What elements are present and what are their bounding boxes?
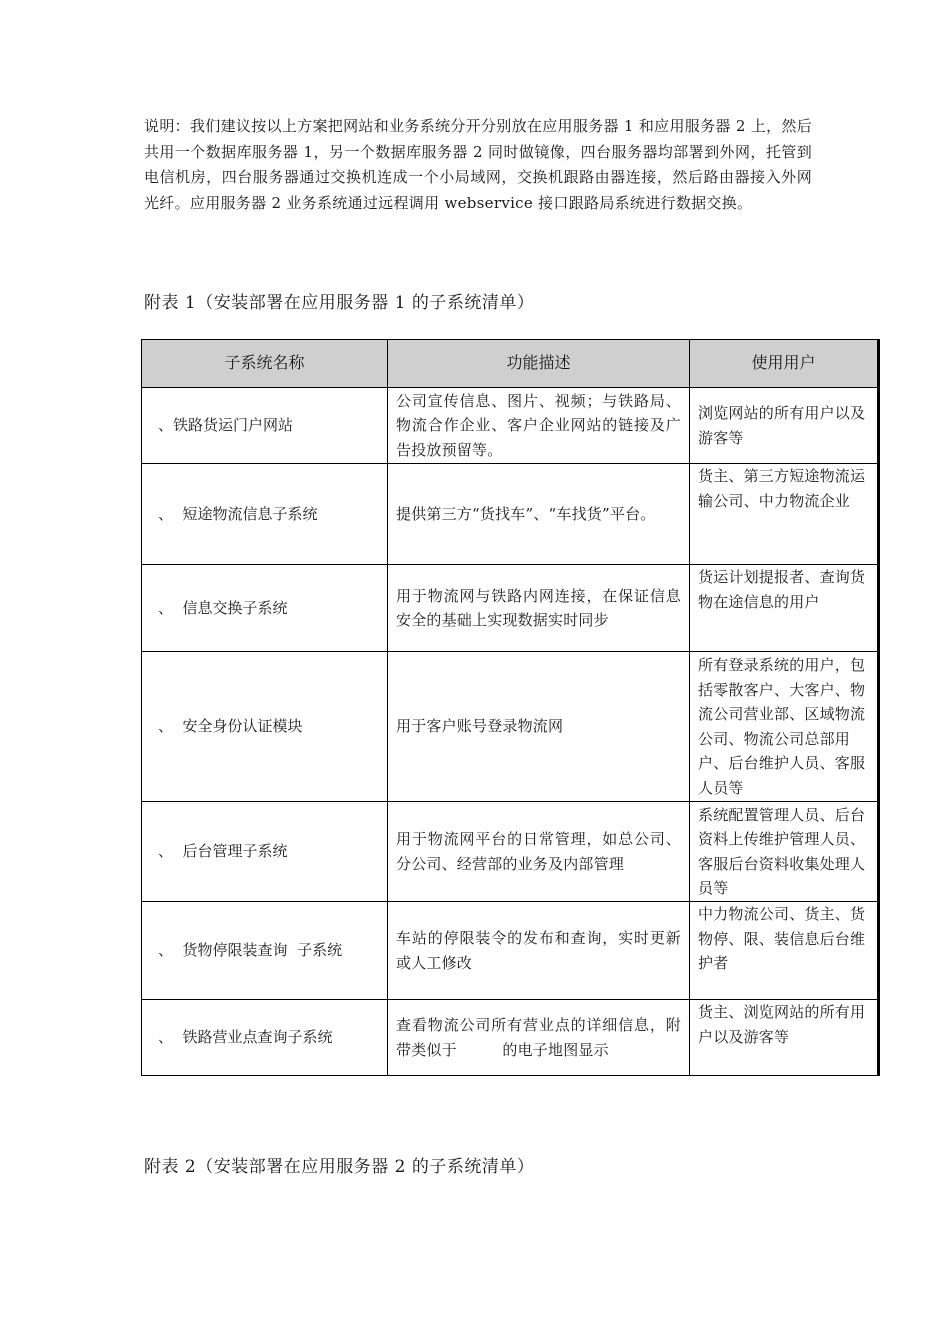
- table2-caption: 附表 2（安装部署在应用服务器 2 的子系统清单）: [144, 1157, 535, 1177]
- row-function-description: 查看物流公司所有营业点的详细信息，附带类似于 的电子地图显示: [388, 1000, 690, 1076]
- table-row: [142, 652, 879, 802]
- row-subsystem-name: 、 后台管理子系统: [142, 802, 388, 902]
- row-users: 系统配置管理人员、后台资料上传维护管理人员、客服后台资料收集处理人员等: [690, 802, 879, 902]
- row-subsystem-name: 、 安全身份认证模块: [142, 652, 388, 802]
- table-row: [142, 902, 879, 1000]
- header-function-description: 功能描述: [388, 340, 690, 388]
- row-function-description: 用于物流网与铁路内网连接，在保证信息安全的基础上实现数据实时同步: [388, 565, 690, 652]
- row-users: 所有登录系统的用户，包括零散客户、大客户、物流公司营业部、区域物流公司、物流公司总部用户、后台维护人员、客服人员等: [690, 652, 879, 802]
- row-subsystem-name: 、 货物停限装查询 子系统: [142, 902, 388, 1000]
- table-row: [142, 388, 879, 464]
- row-subsystem-name: 、铁路货运门户网站: [142, 388, 388, 464]
- table-row: [142, 565, 879, 652]
- row-function-description: 用于物流网平台的日常管理，如总公司、分公司、经营部的业务及内部管理: [388, 802, 690, 902]
- row-function-description: 提供第三方“货找车”、“车找货”平台。: [388, 464, 690, 565]
- table-row: [142, 802, 879, 902]
- table1-caption: 附表 1（安装部署在应用服务器 1 的子系统清单）: [144, 293, 535, 313]
- row-users: 货主、第三方短途物流运输公司、中力物流企业: [690, 464, 879, 565]
- table-row: [142, 464, 879, 565]
- row-users: 浏览网站的所有用户以及游客等: [690, 388, 879, 464]
- row-users: 货运计划提报者、查询货物在途信息的用户: [690, 565, 879, 652]
- row-function-description: 车站的停限装令的发布和查询，实时更新或人工修改: [388, 902, 690, 1000]
- row-function-description: 用于客户账号登录物流网: [388, 652, 690, 802]
- header-users: 使用用户: [690, 340, 879, 388]
- row-subsystem-name: 、 信息交换子系统: [142, 565, 388, 652]
- row-users: 货主、浏览网站的所有用户以及游客等: [690, 1000, 879, 1076]
- row-users: 中力物流公司、货主、货物停、限、装信息后台维护者: [690, 902, 879, 1000]
- subsystem-table: [141, 339, 880, 1076]
- table-header-row: [142, 340, 879, 388]
- row-subsystem-name: 、 短途物流信息子系统: [142, 464, 388, 565]
- table-row: [142, 1000, 879, 1076]
- header-subsystem-name: 子系统名称: [142, 340, 388, 388]
- row-function-description: 公司宣传信息、图片、视频；与铁路局、物流合作企业、客户企业网站的链接及广告投放预留等。: [388, 388, 690, 464]
- explanation-paragraph: 说明：我们建议按以上方案把网站和业务系统分开分别放在应用服务器 1 和应用服务器 2 上，然后共用一个数据库服务器 1，另一个数据库服务器 2 同时做镜像，四台服务器均部署到外网，托管到电信机房，四台服务器通过交换机连成一个小局域网，交换机跟路由器连接，然后路由器接入外网光纤。应用服务器 2 业务系统通过远程调用 webservice 接口跟路局系统进行数据交换。: [144, 117, 812, 212]
- row-subsystem-name: 、 铁路营业点查询子系统: [142, 1000, 388, 1076]
